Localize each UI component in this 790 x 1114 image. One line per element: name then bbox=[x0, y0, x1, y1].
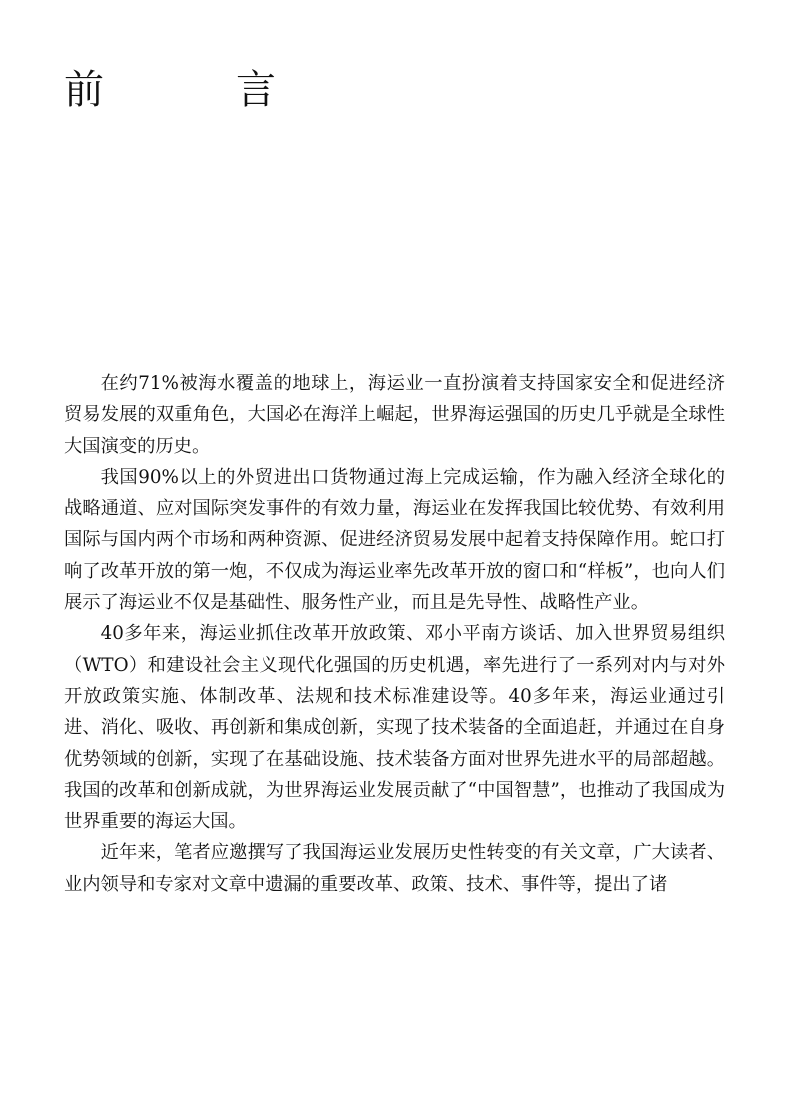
paragraph-1: 在约71%被海水覆盖的地球上，海运业一直扮演着支持国家安全和促进经济贸易发展的双重角色，大国必在海洋上崛起，世界海运强国的历史几乎就是全球性大国演变的历史。 bbox=[64, 373, 725, 457]
page-title: 前 言 bbox=[64, 67, 322, 113]
paragraph-2: 我国90%以上的外贸进出口货物通过海上完成运输，作为融入经济全球化的战略通道、应对国际突发事件的有效力量，海运业在发挥我国比较优势、有效利用国际与国内两个市场和两种资源、促进经济贸易发展中起着支持保障作用。蛇口打响了改革开放的第一炮，不仅成为海运业率先改革开放的窗口和“样板”，也向人们展示了海运业不仅是基础性、服务性产业，而且是先导性、战略性产业。 bbox=[64, 466, 725, 614]
paragraph-4: 近年来，笔者应邀撰写了我国海运业发展历史性转变的有关文章，广大读者、业内领导和专家对文章中遗漏的重要改革、政策、技术、事件等，提出了诸 bbox=[64, 842, 725, 895]
body-text bbox=[64, 368, 725, 900]
paragraph-3: 40多年来，海运业抓住改革开放政策、邓小平南方谈话、加入世界贸易组织（WTO）和建设社会主义现代化强国的历史机遇，率先进行了一系列对内与对外开放政策实施、体制改革、法规和技术标准建设等。40多年来，海运业通过引进、消化、吸收、再创新和集成创新，实现了技术装备的全面追赶，并通过在自身优势领域的创新，实现了在基础设施、技术装备方面对世界先进水平的局部超越。我国的改革和创新成就，为世界海运业发展贡献了“中国智慧”，也推动了我国成为世界重要的海运大国。 bbox=[64, 623, 725, 833]
